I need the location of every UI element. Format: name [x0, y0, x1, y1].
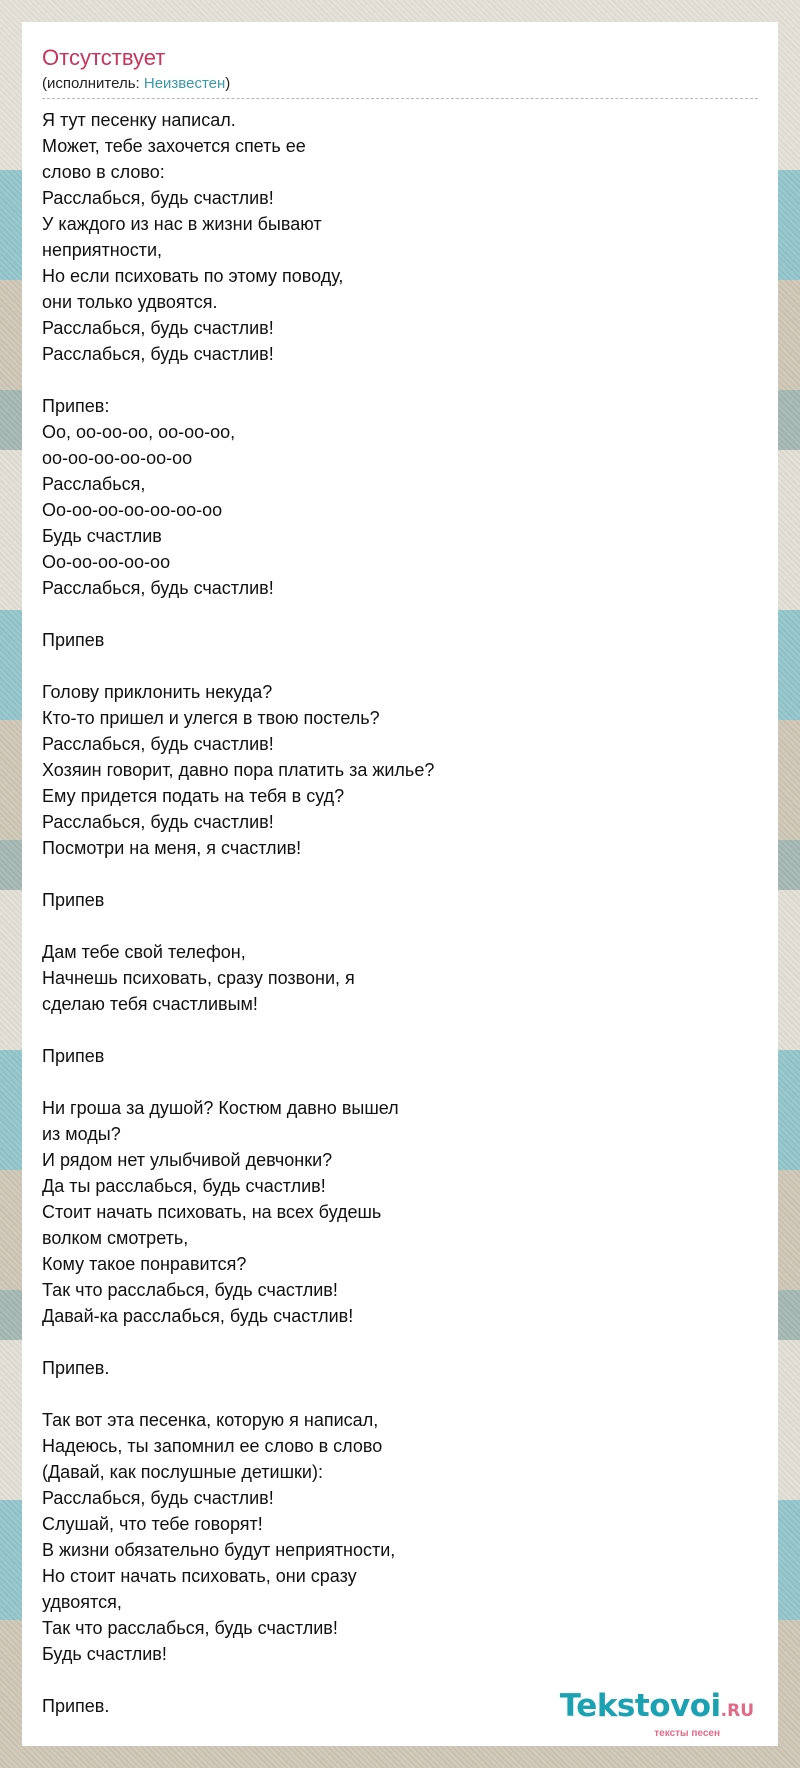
performer-link[interactable]: Неизвестен	[143, 75, 226, 92]
logo-wordmark	[560, 1689, 754, 1728]
site-logo[interactable]	[560, 1689, 754, 1740]
performer-suffix: )	[225, 75, 231, 92]
title-divider	[42, 98, 758, 99]
logo-suffix: .RU	[720, 1701, 754, 1721]
logo-tagline: тексты песен	[654, 1728, 720, 1739]
logo-main-text: Tekstovoi	[559, 1688, 721, 1724]
lyrics-card	[22, 22, 778, 1746]
performer-line	[42, 74, 758, 94]
song-title: Отсутствует	[42, 45, 166, 70]
performer-prefix: (исполнитель:	[42, 75, 144, 92]
lyrics-text: Я тут песенку написал. Может, тебе захочется спеть ее слово в слово: Расслабься, будь счастлив! У каждого из нас в жизни бывают неприятности, Но если психовать по этому поводу, они только удвоятся. Расслабься, будь счастлив! Расслабься, будь счастлив! Припев: Оо, оо-оо-оо, оо-оо-оо, оо-оо-оо-оо-оо-оо Расслабься, Оо-оо-оо-оо-оо-оо-оо Будь счастлив Оо-оо-оо-оо-оо Расслабься, будь счастлив! Припев Голову приклонить некуда? Кто-то пришел и улегся в твою постель? Расслабься, будь счастлив! Хозяин говорит, давно пора платить за жилье? Ему придется подать на тебя в суд? Расслабься, будь счастлив! Посмотри на меня, я счастлив! Припев Дам тебе свой телефон, Начнешь психовать, сразу позвони, я сделаю тебя счастливым! Припев Ни гроша за душой? Костюм давно вышел из моды? И рядом нет улыбчивой девчонки? Да ты расслабься, будь счастлив! Стоит начать психовать, на всех будешь волком смотреть, Кому такое понравится? Так что расслабься, будь счастлив! Давай-ка расслабься, будь счастлив! Припев. Так вот эта песенка, которую я написал, Надеюсь, ты запомнил ее слово в слово (Давай, как послушные детишки): Расслабься, будь счастлив! Слушай, что тебе говорят! В жизни обязательно будут неприятности, Но стоит начать психовать, они сразу удвоятся, Так что расслабься, будь счастлив! Будь счастлив! Припев.	[42, 110, 435, 1716]
